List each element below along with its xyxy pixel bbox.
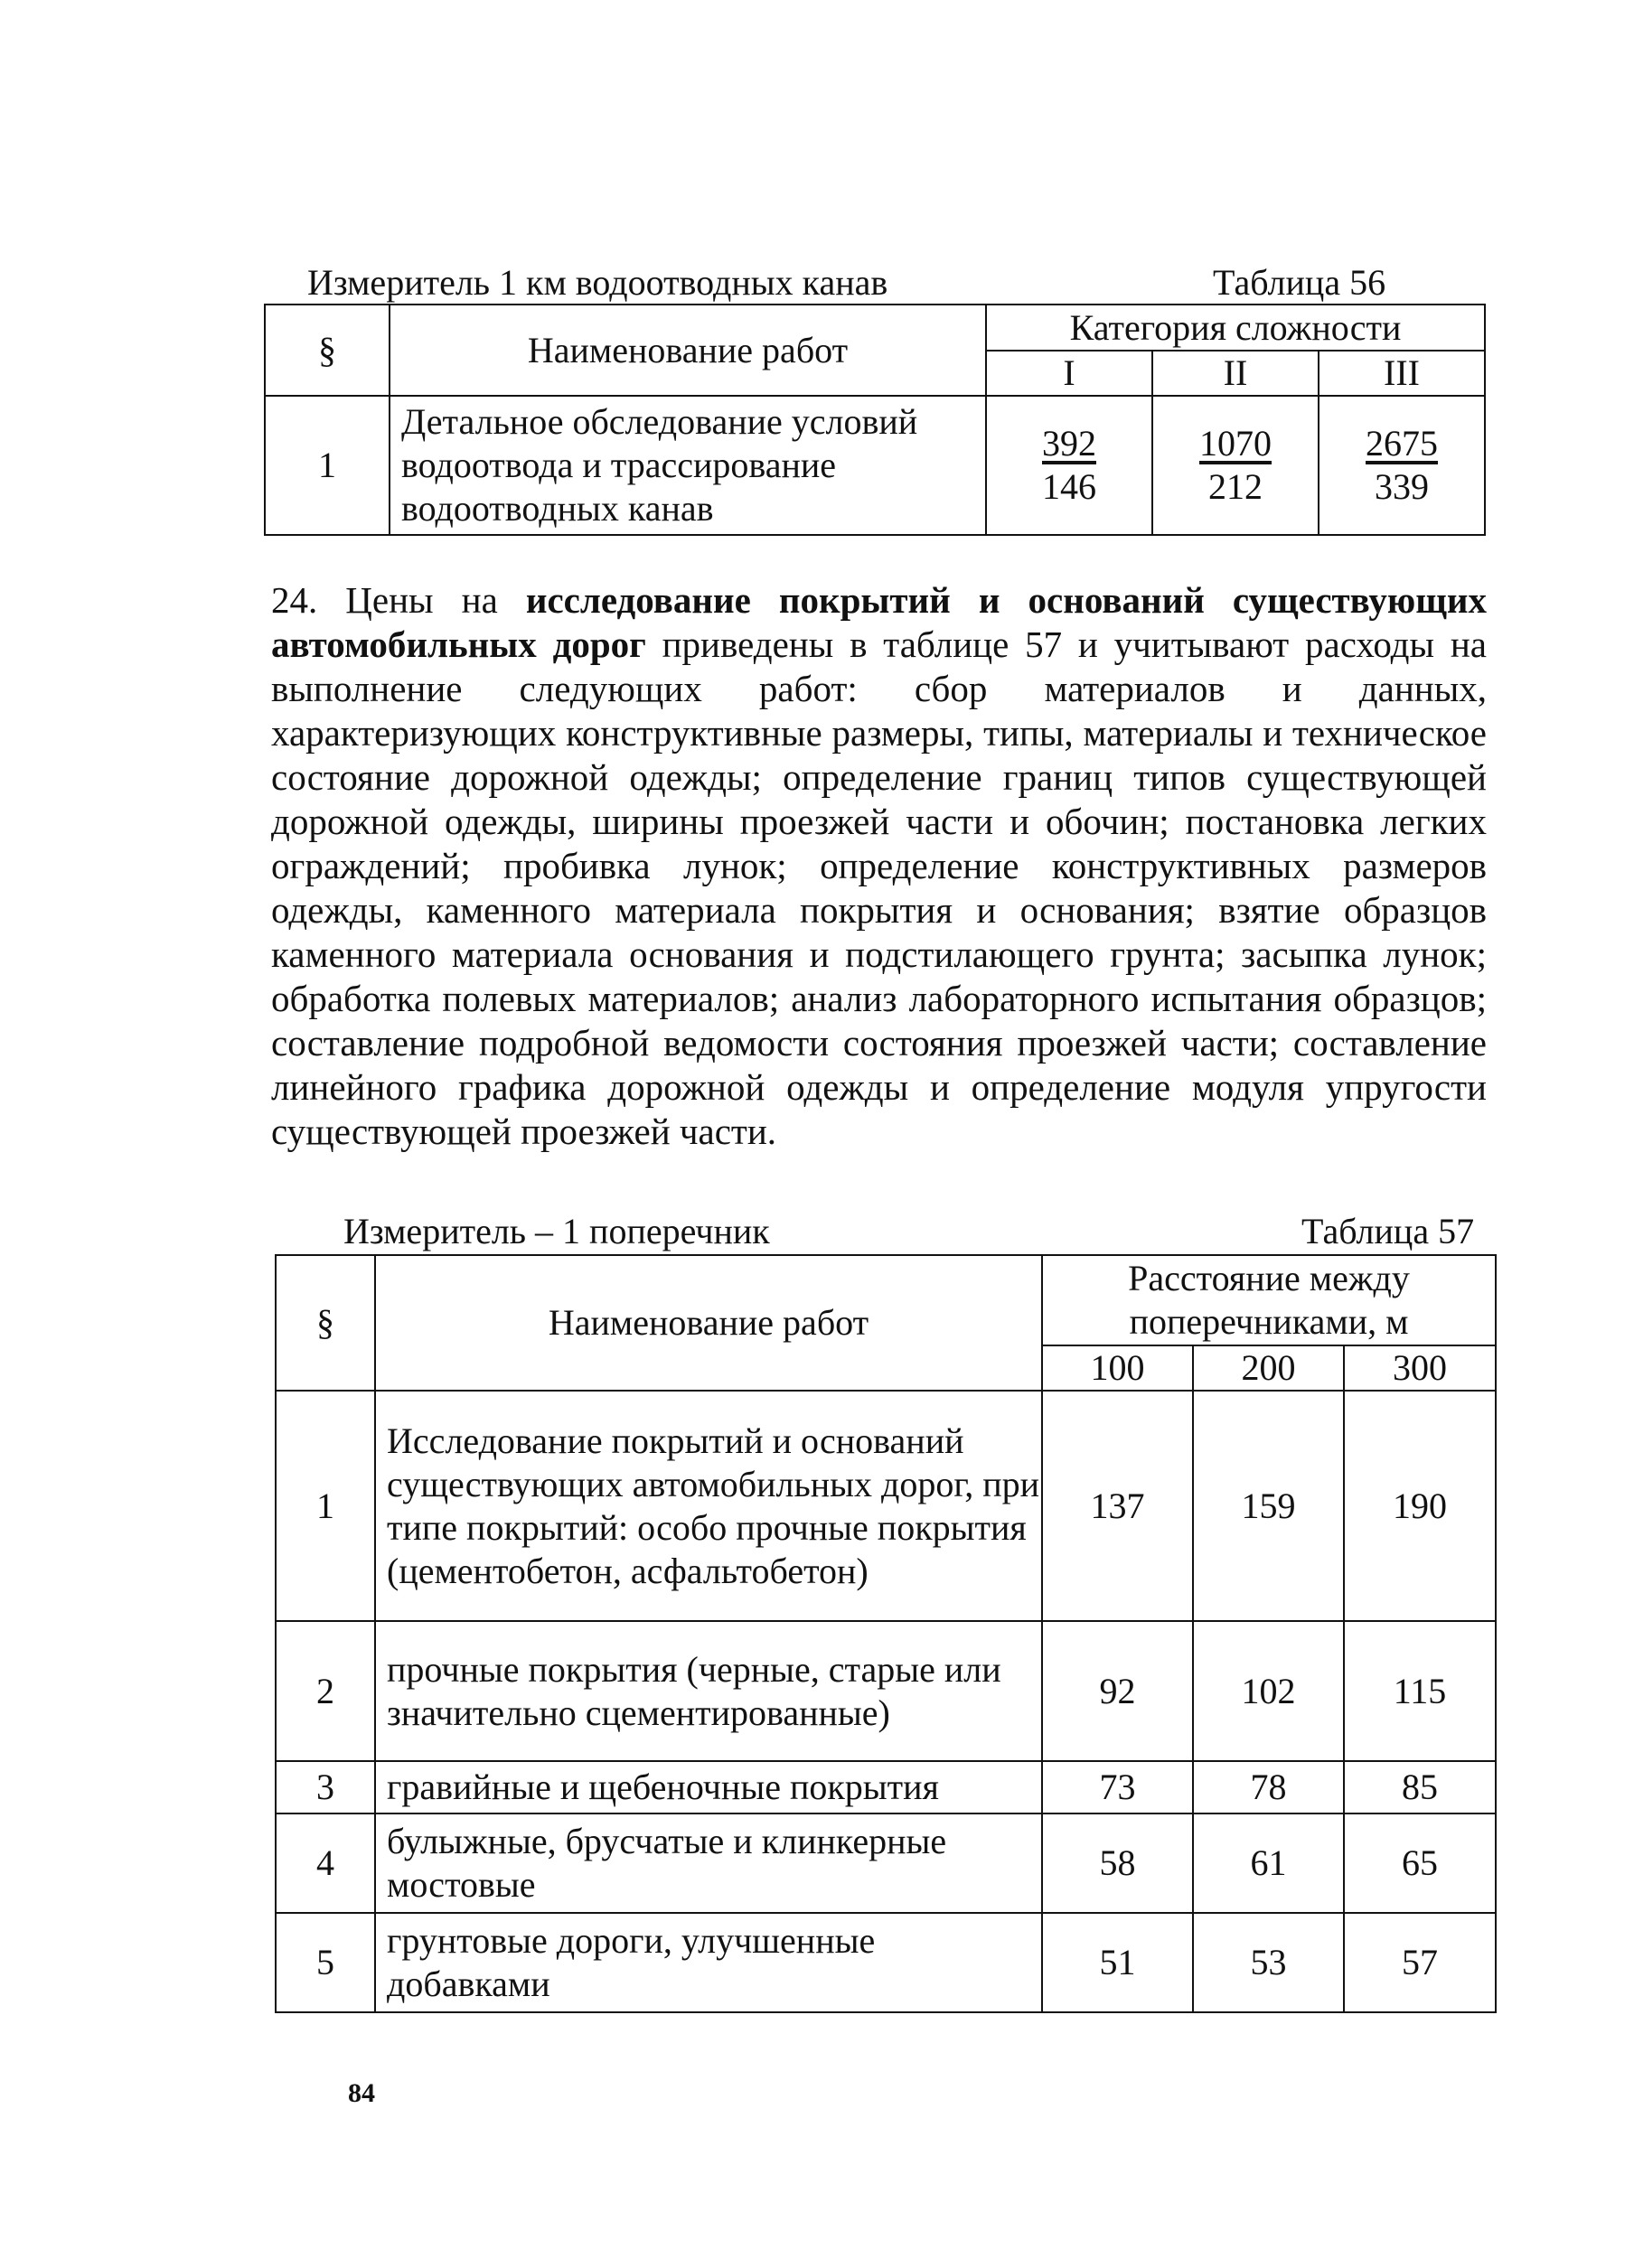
price-cell: [1319, 396, 1485, 535]
price-cell: 159: [1193, 1391, 1344, 1621]
price-numerator: 2675: [1366, 423, 1438, 464]
price-cell: 61: [1193, 1813, 1344, 1913]
row-number: 4: [276, 1813, 375, 1913]
paragraph-pre: Цены на: [345, 579, 498, 621]
price-denominator: 339: [1375, 466, 1429, 507]
row-number: 1: [276, 1391, 375, 1621]
table57-header-section: §: [276, 1255, 375, 1391]
paragraph-bold-subject: исследование покрытий и оснований существующих автомобильных дорог: [271, 579, 1487, 665]
table56-subcol-1: I: [986, 351, 1152, 396]
work-name: булыжные, брусчатые и клинкерные мостовые: [375, 1813, 1042, 1913]
table56-subcol-3: III: [1319, 351, 1485, 396]
table56-label: Таблица 56: [1213, 262, 1386, 303]
price-cell: 85: [1344, 1761, 1496, 1813]
table-row: [276, 1813, 1496, 1913]
price-numerator: 1070: [1199, 423, 1272, 464]
price-denominator: 212: [1208, 466, 1263, 507]
table56-header-name: Наименование работ: [390, 305, 986, 396]
row-number: 3: [276, 1761, 375, 1813]
work-name: грунтовые дороги, улучшенные добавками: [375, 1913, 1042, 2012]
price-cell: 78: [1193, 1761, 1344, 1813]
price-cell: 102: [1193, 1621, 1344, 1761]
row-number: 2: [276, 1621, 375, 1761]
paragraph-24: [271, 578, 1487, 1154]
table57: [275, 1254, 1497, 2013]
price-cell: 73: [1042, 1761, 1193, 1813]
price-cell: 115: [1344, 1621, 1496, 1761]
table56: [264, 304, 1486, 536]
row-number: 1: [265, 396, 390, 535]
table-row: [276, 1913, 1496, 2012]
paragraph-number: 24.: [271, 579, 318, 621]
table57-measure: Измеритель – 1 поперечник: [343, 1211, 770, 1251]
work-name: прочные покрытия (черные, старые или значительно сцементированные): [375, 1621, 1042, 1761]
price-cell: 57: [1344, 1913, 1496, 2012]
row-number: 5: [276, 1913, 375, 2012]
paragraph-text: приведены в таблице 57 и учитывают расходы на выполнение следующих работ: сбор материалов и данных, характеризующих конструктивные размеры, типы, материалы и техническое состояние дорожной одежды; определение границ типов существующей дорожной одежды, ширины проезжей части и обочин; постановка легких ограждений; пробивка лунок; определение конструктивных размеров одежды, каменного материала покрытия и основания; взятие образцов каменного материала основания и подстилающего грунта; засыпка лунок; обработка полевых материалов; анализ лабораторного испытания образцов; составление подробной ведомости состояния проезжей части; составление линейного графика дорожной одежды и определение модуля упругости существующей проезжей части.: [271, 623, 1487, 1152]
price-cell: 92: [1042, 1621, 1193, 1761]
table56-header-section: §: [265, 305, 390, 396]
price-cell: 58: [1042, 1813, 1193, 1913]
table57-header-name: Наименование работ: [375, 1255, 1042, 1391]
page-number: 84: [348, 2078, 375, 2108]
table56-measure: Измеритель 1 км водоотводных канав: [307, 262, 888, 303]
table57-header-group: Расстояние между поперечниками, м: [1042, 1255, 1496, 1345]
price-cell: 53: [1193, 1913, 1344, 2012]
table57-subcol-1: 100: [1042, 1345, 1193, 1391]
work-name: гравийные и щебеночные покрытия: [375, 1761, 1042, 1813]
table-row: [265, 396, 1485, 535]
price-cell: 137: [1042, 1391, 1193, 1621]
table-row: [276, 1391, 1496, 1621]
table57-subcol-2: 200: [1193, 1345, 1344, 1391]
work-name: Детальное обследование условий водоотвода и трассирование водоотводных канав: [390, 396, 986, 535]
table56-subcol-2: II: [1152, 351, 1319, 396]
price-numerator: 392: [1042, 423, 1096, 464]
price-denominator: 146: [1042, 466, 1096, 507]
work-name: Исследование покрытий и оснований существующих автомобильных дорог, при типе покрытий: особо прочные покрытия (цементобетон, асфальтобетон): [375, 1391, 1042, 1621]
price-cell: 190: [1344, 1391, 1496, 1621]
price-cell: [986, 396, 1152, 535]
table57-subcol-3: 300: [1344, 1345, 1496, 1391]
price-cell: [1152, 396, 1319, 535]
price-cell: 51: [1042, 1913, 1193, 2012]
table56-header-group: Категория сложности: [986, 305, 1485, 351]
table-row: [276, 1621, 1496, 1761]
table-row: [276, 1761, 1496, 1813]
table57-label: Таблица 57: [1301, 1211, 1475, 1251]
price-cell: 65: [1344, 1813, 1496, 1913]
